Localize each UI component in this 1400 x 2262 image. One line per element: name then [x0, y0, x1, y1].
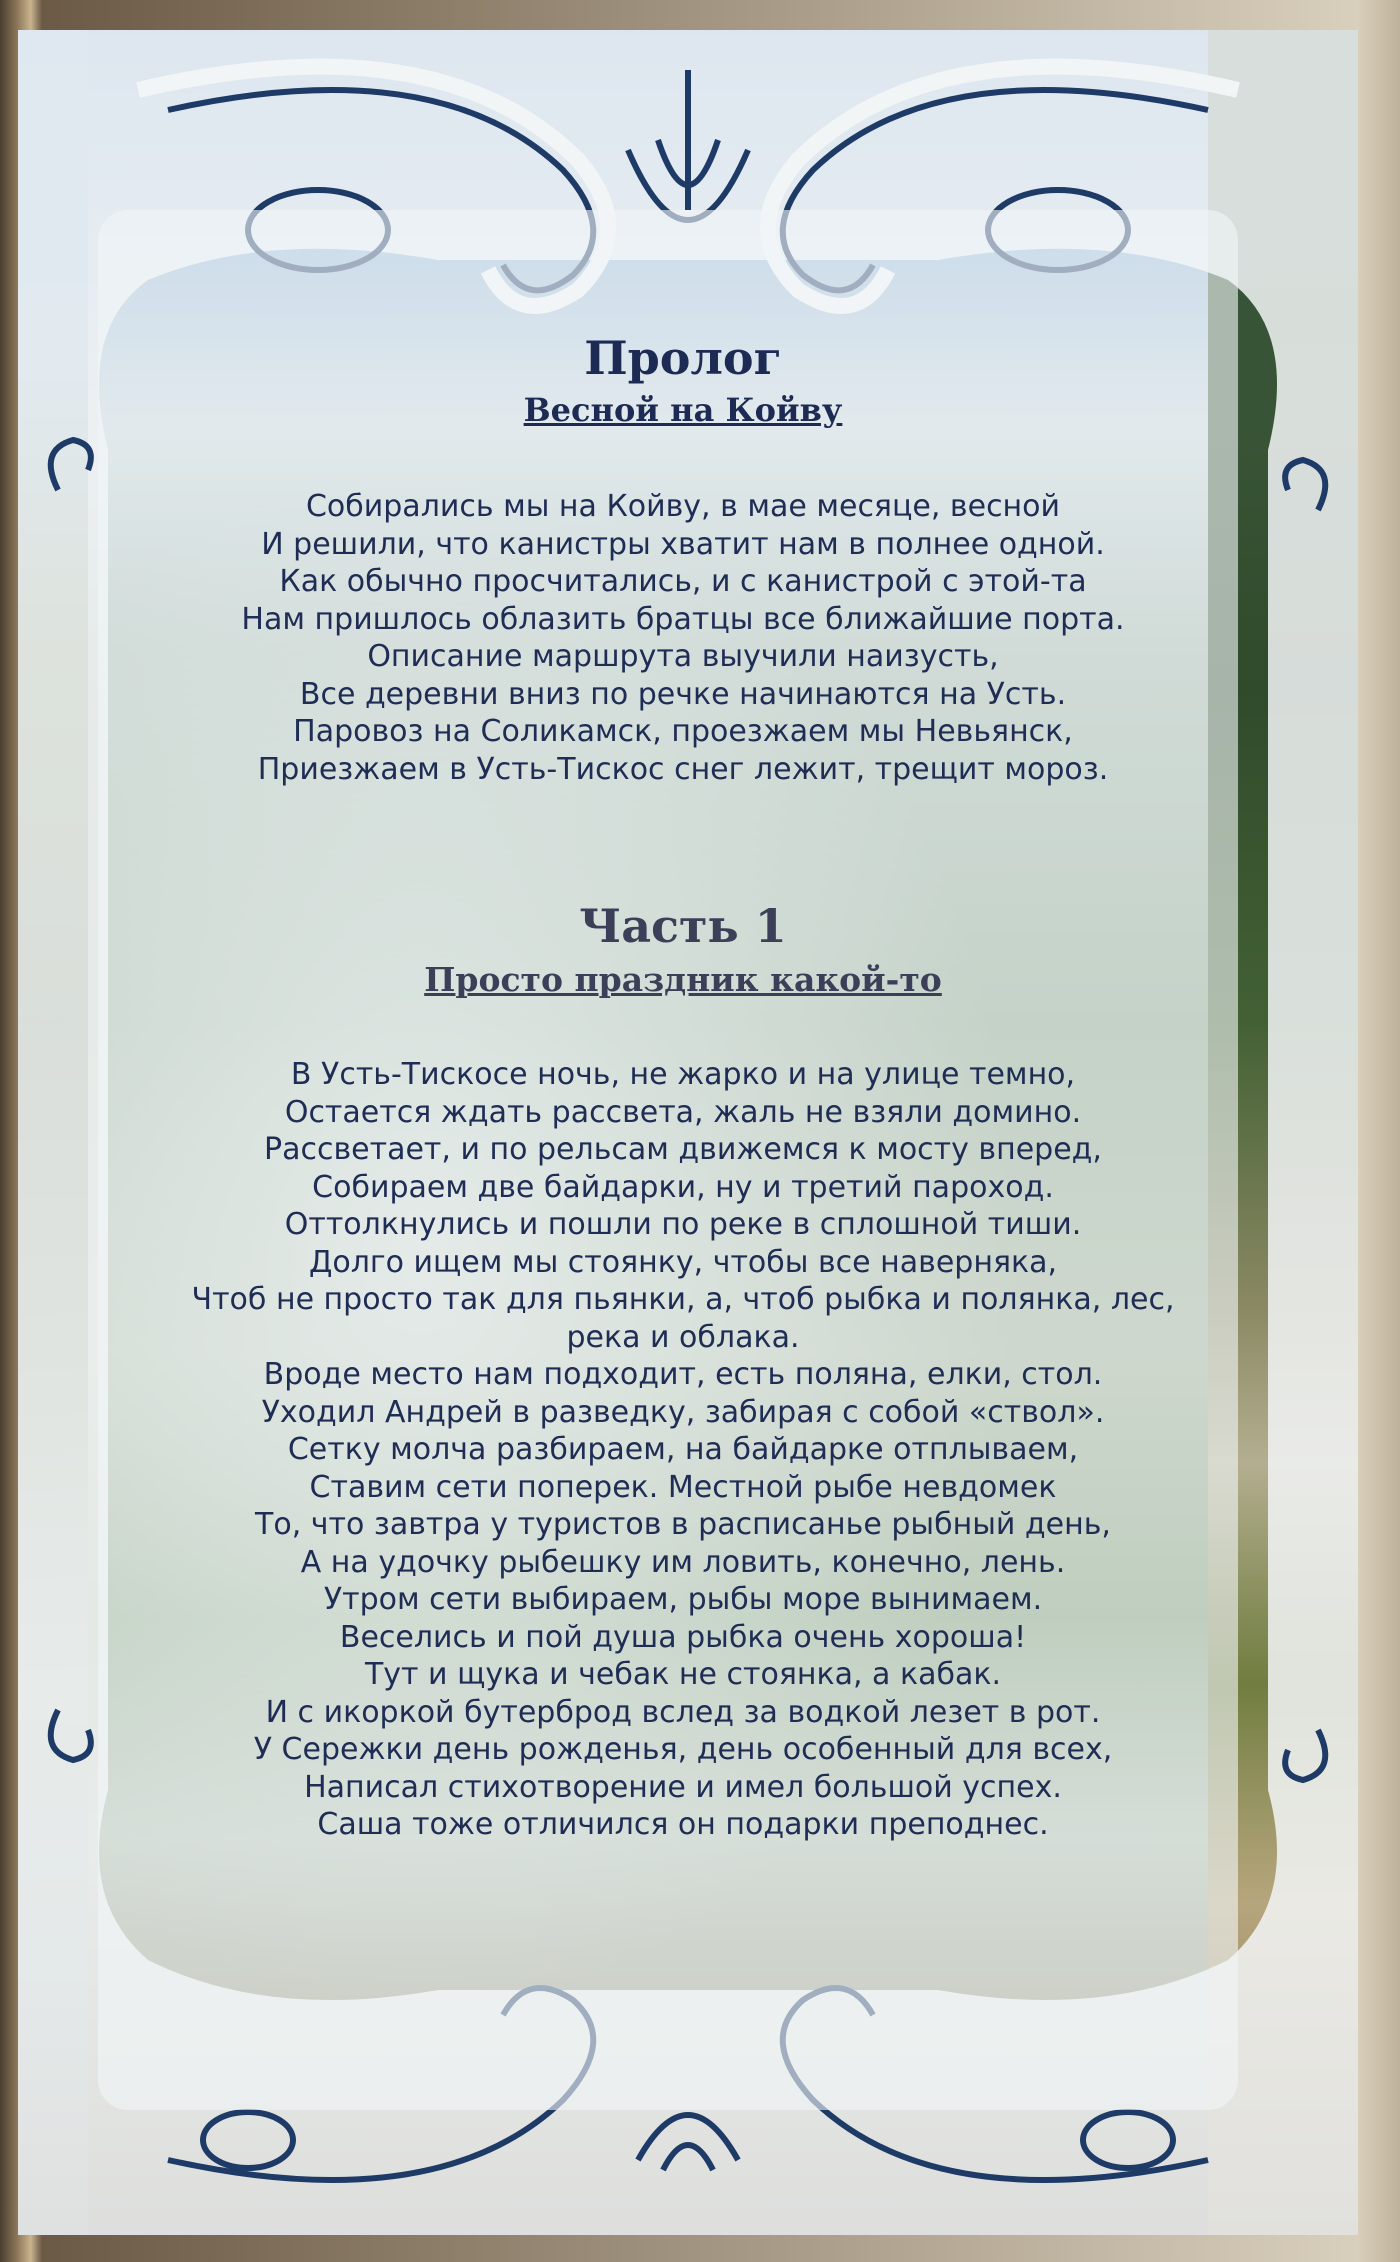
- verse-line: Паровоз на Соликамск, проезжаем мы Невьянск,: [293, 714, 1073, 749]
- verse-line: Приезжаем в Усть-Тискос снег лежит, трещит мороз.: [257, 751, 1109, 787]
- verse-line: Ставим сети поперек. Местной рыбе невдомек: [309, 1469, 1057, 1505]
- verse-line: Чтоб не просто так для пьянки, а, чтоб рыбка и полянка, лес,: [191, 1282, 1175, 1317]
- verse-line: Написал стихотворение и имел большой успех.: [304, 1769, 1062, 1805]
- verse-line: Описание маршрута выучили наизусть,: [367, 639, 999, 674]
- part1-section: [128, 898, 1238, 1844]
- verse-line: Все деревни вниз по речке начинаются на Усть.: [299, 676, 1067, 712]
- part1-subtitle: Просто праздник какой-то: [424, 960, 942, 999]
- verse-line: Долго ищем мы стоянку, чтобы все наверняка,: [308, 1244, 1058, 1280]
- poem-content: [128, 330, 1238, 1844]
- book-page: [18, 30, 1358, 2235]
- prologue-subtitle: Весной на Койву: [523, 391, 843, 429]
- verse-line: Собираем две байдарки, ну и третий пароход.: [312, 1169, 1054, 1205]
- verse-line: Уходил Андрей в разведку, забирая с собой «ствол».: [261, 1394, 1105, 1430]
- verse-line: В Усть-Тискосе ночь, не жарко и на улице темно,: [290, 1057, 1076, 1092]
- verse-line: Нам пришлось облазить братцы все ближайшие порта.: [241, 601, 1125, 637]
- verse-line: Саша тоже отличился он подарки преподнес.: [317, 1807, 1049, 1842]
- verse-line: Вроде место нам подходит, есть поляна, елки, стол.: [263, 1357, 1103, 1392]
- part1-verse: [128, 1056, 1238, 1844]
- verse-line: Тут и щука и чебак не стоянка, а кабак.: [364, 1657, 1002, 1692]
- prologue-section: [128, 330, 1238, 788]
- verse-line: Сетку молча разбираем, на байдарке отплываем,: [287, 1432, 1079, 1467]
- prologue-title: Пролог: [584, 331, 782, 385]
- verse-line: Утром сети выбираем, рыбы море вынимаем.: [323, 1582, 1043, 1617]
- part1-title: Часть 1: [579, 899, 787, 953]
- verse-line: То, что завтра у туристов в расписанье рыбный день,: [255, 1507, 1111, 1542]
- verse-line: У Сережки день рожденья, день особенный для всех,: [253, 1732, 1113, 1767]
- verse-line: Оттолкнулись и пошли по реке в сплошной тиши.: [284, 1207, 1082, 1242]
- verse-line: И решили, что канистры хватит нам в полнее одной.: [261, 526, 1105, 562]
- verse-line: Веселись и пой душа рыбка очень хороша!: [339, 1619, 1027, 1655]
- verse-line: Рассветает, и по рельсам движемся к мосту вперед,: [264, 1132, 1102, 1167]
- verse-line: А на удочку рыбешку им ловить, конечно, лень.: [300, 1544, 1066, 1580]
- verse-line: река и облака.: [566, 1319, 800, 1355]
- verse-line: Как обычно просчитались, и с канистрой с этой-та: [279, 564, 1087, 599]
- verse-line: Собирались мы на Койву, в мае месяце, весной: [305, 489, 1061, 524]
- verse-line: И с икоркой бутерброд вслед за водкой лезет в рот.: [265, 1694, 1101, 1730]
- verse-line: Остается ждать рассвета, жаль не взяли домино.: [284, 1094, 1082, 1130]
- prologue-verse: [128, 488, 1238, 788]
